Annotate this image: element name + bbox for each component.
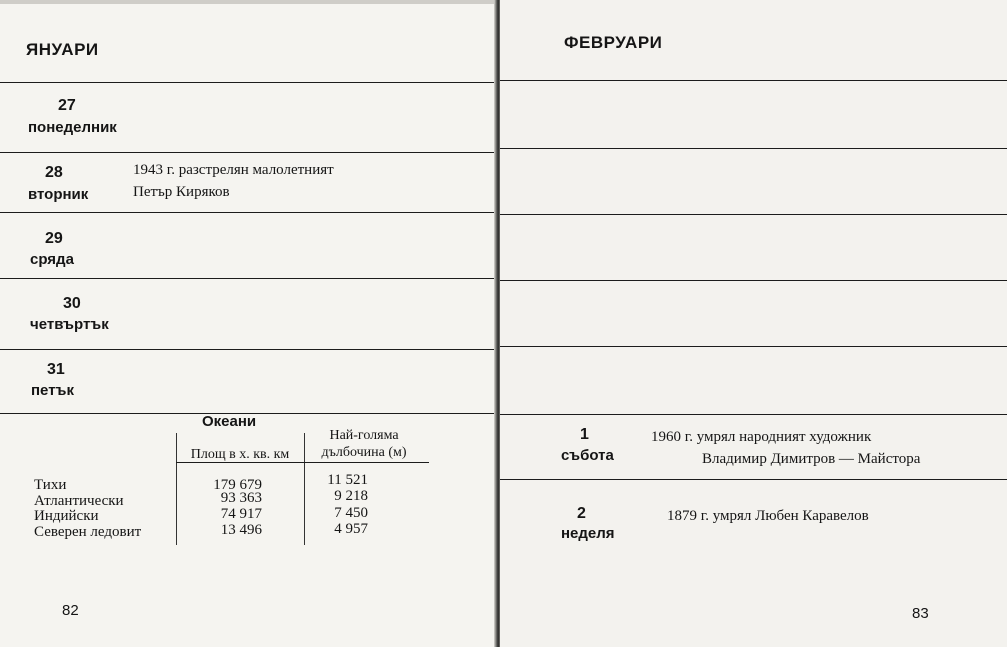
ocean-depth: 4 957 [334,521,368,537]
column-header-area: Площ в х. кв. км [190,447,290,462]
column-header-depth-line1: Най-голяма [329,428,399,443]
ocean-name: Северен ледовит [34,524,142,540]
day-note-line: 1960 г. умрял народният художник [651,429,872,445]
ocean-name: Индийски [34,508,99,524]
ocean-area: 13 496 [220,522,262,538]
divider [500,346,1007,347]
page-number: 82 [62,602,79,619]
day-name: сряда [30,251,74,268]
month-title-february: ФЕВРУАРИ [564,33,663,52]
divider [500,280,1007,281]
divider [0,349,497,350]
ocean-table-title: Океани [202,413,257,430]
day-number: 1 [580,426,589,443]
day-number: 2 [577,505,586,522]
page-number: 83 [912,605,929,622]
divider [0,82,497,83]
month-title-january: ЯНУАРИ [26,40,99,59]
day-note-line: Владимир Димитров — Майстора [702,451,921,467]
divider [500,80,1007,81]
ocean-depth: 9 218 [334,488,368,504]
table-header-rule [176,462,429,463]
ocean-area: 179 679 [213,477,262,493]
ocean-depth: 11 521 [327,472,368,488]
divider [0,152,497,153]
day-name: събота [561,447,614,464]
day-number: 31 [47,361,65,378]
day-note-line: 1943 г. разстрелян малолетният [133,162,334,178]
divider [500,479,1007,480]
divider [0,278,497,279]
day-name: вторник [28,186,89,203]
ocean-area: 93 363 [220,490,262,506]
divider [0,212,497,213]
day-name: неделя [561,525,615,542]
ocean-name: Тихи [34,477,67,493]
left-page [0,0,497,647]
day-name: петък [31,382,74,399]
day-note-line: Петър Киряков [133,184,230,200]
day-name: четвъртък [30,316,109,333]
day-name: понеделник [28,119,117,136]
page-edge-shadow [0,0,497,4]
divider [500,148,1007,149]
ocean-area: 74 917 [220,506,262,522]
right-page [500,0,1007,647]
day-number: 27 [58,97,76,114]
day-note-line: 1879 г. умрял Любен Каравелов [667,508,869,524]
column-header-depth-line2: дълбочина (м) [321,445,407,460]
day-number: 30 [63,295,81,312]
divider [500,214,1007,215]
ocean-name: Атлантически [34,493,124,509]
divider [500,414,1007,415]
ocean-depth: 7 450 [334,505,368,521]
day-number: 29 [45,230,63,247]
day-number: 28 [45,164,63,181]
